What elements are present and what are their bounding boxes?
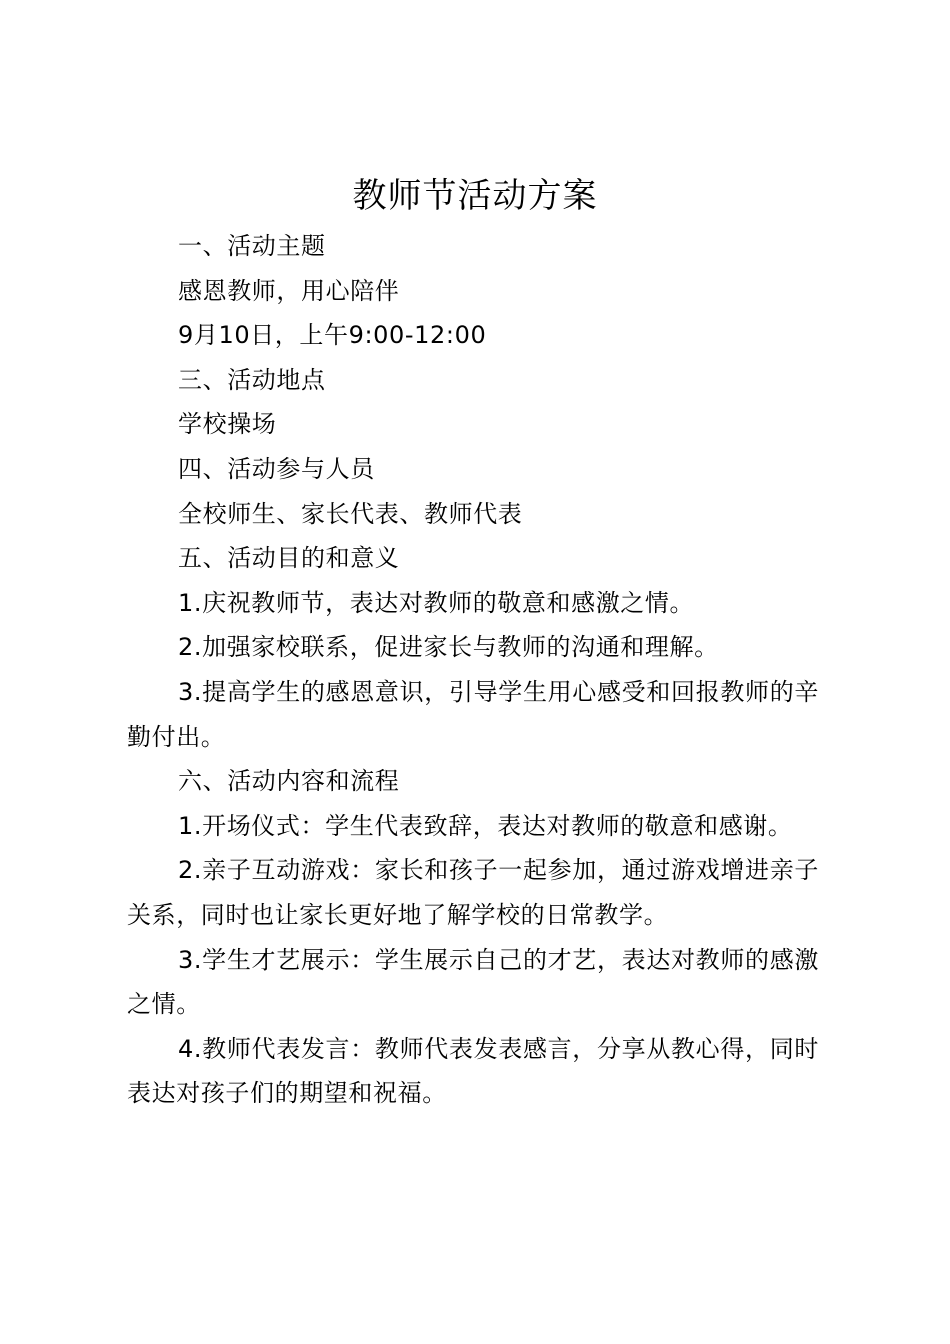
section-heading-purpose: 五、活动目的和意义 bbox=[178, 544, 400, 573]
content-item-4: 4.教师代表发言：教师代表发表感言，分享从教心得，同时表达对孩子们的期望和祝福。 bbox=[127, 1034, 819, 1108]
section-heading-theme: 一、活动主题 bbox=[178, 232, 326, 260]
document-body bbox=[127, 224, 819, 1116]
purpose-item-1: 1.庆祝教师节，表达对教师的敬意和感激之情。 bbox=[178, 588, 695, 617]
purpose-item-3: 3.提高学生的感恩意识，引导学生用心感受和回报教师的辛勤付出。 bbox=[127, 677, 819, 751]
theme-text: 感恩教师，用心陪伴 bbox=[178, 276, 400, 305]
section-heading-location: 三、活动地点 bbox=[178, 365, 326, 394]
content-item-2: 2.亲子互动游戏：家长和孩子一起参加，通过游戏增进亲子关系，同时也让家长更好地了解学校的日常教学。 bbox=[127, 856, 819, 929]
content-item-3: 3.学生才艺展示：学生展示自己的才艺，表达对教师的感激之情。 bbox=[127, 945, 819, 1019]
document-title: 教师节活动方案 bbox=[352, 176, 598, 216]
section-heading-participants: 四、活动参与人员 bbox=[178, 454, 375, 483]
section-heading-content: 六、活动内容和流程 bbox=[178, 767, 400, 796]
content-item-1: 1.开场仪式：学生代表致辞，表达对教师的敬意和感谢。 bbox=[178, 811, 793, 840]
participants-text: 全校师生、家长代表、教师代表 bbox=[178, 499, 523, 528]
time-text: 9月10日，上午9:00-12:00 bbox=[178, 321, 487, 350]
location-text: 学校操场 bbox=[178, 410, 277, 439]
purpose-item-2: 2.加强家校联系，促进家长与教师的沟通和理解。 bbox=[178, 633, 719, 662]
